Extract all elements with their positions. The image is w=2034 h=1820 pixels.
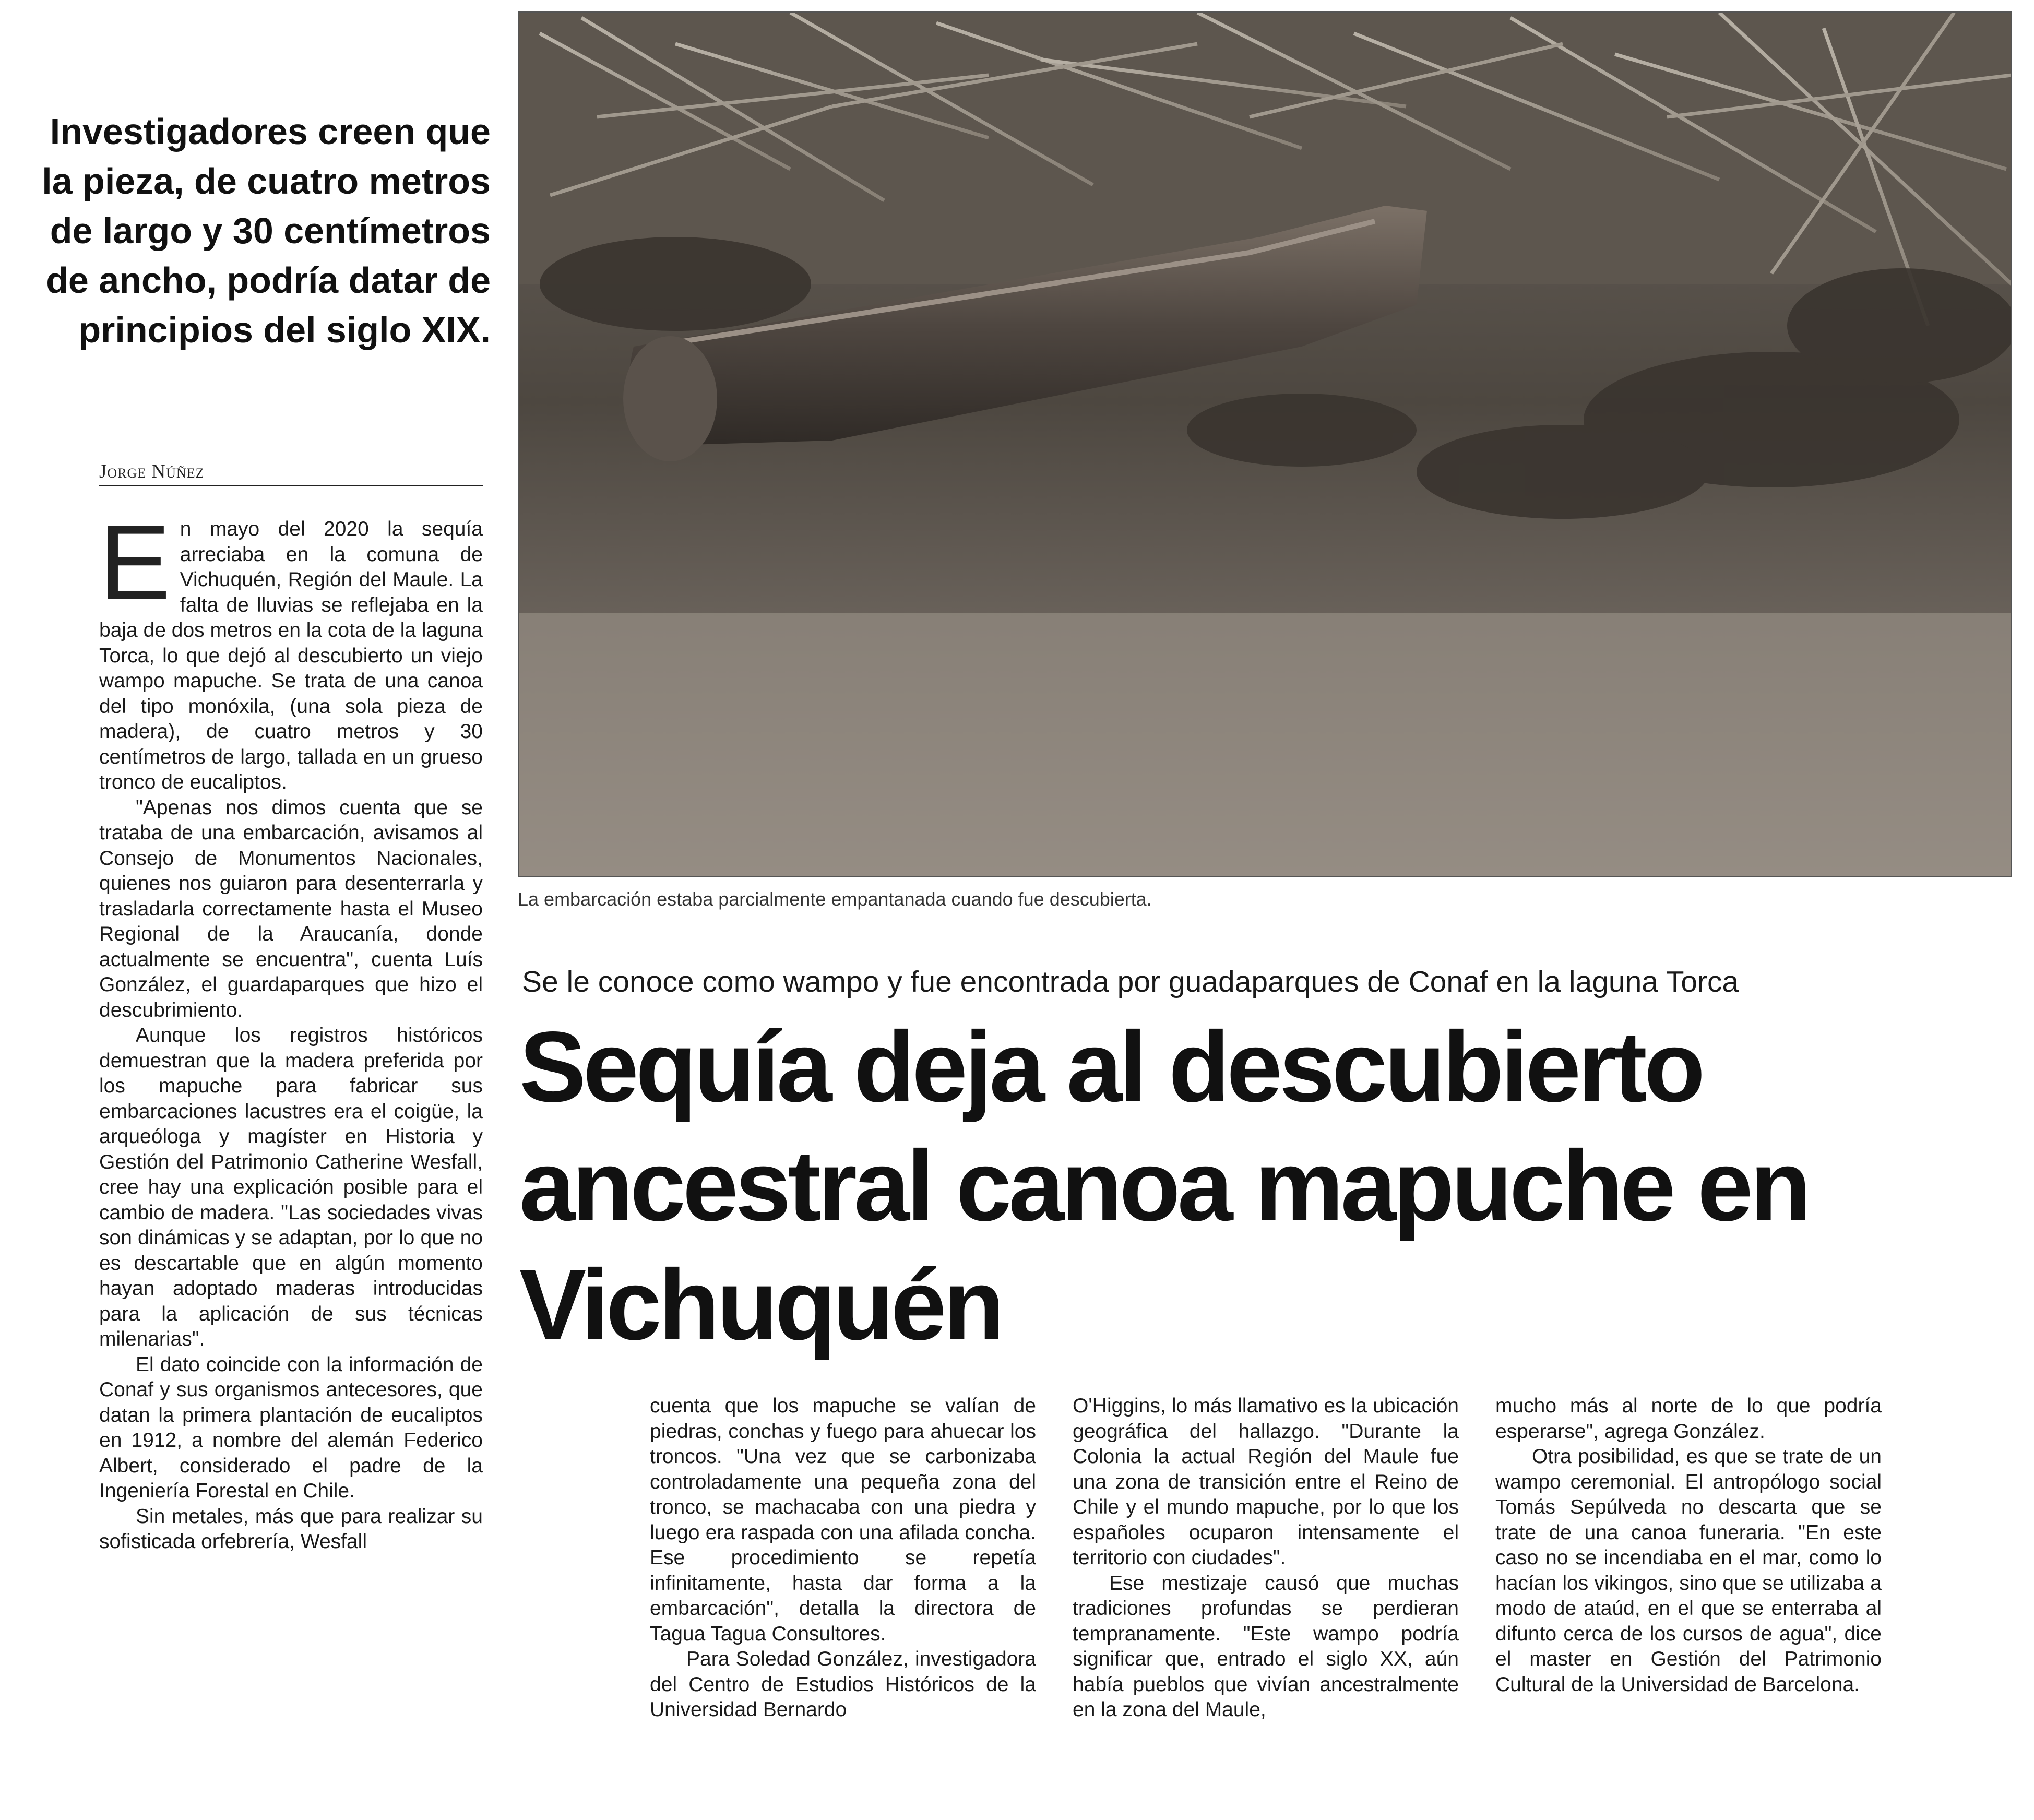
article-column-2 xyxy=(650,1394,1036,1723)
paragraph: Aunque los registros históricos demuestran que la madera preferida por los mapuche para fabricar sus embarcaciones lacustres era el coigüe, la arqueóloga y magíster en Historia y Gestión del Patrimonio Catherine Wesfall, cree hay una explicación posible para el cambio de madera. "Las sociedades vivas son dinámicas y se adaptan, por lo que no es descartable que en algún momento hayan adoptado maderas introducidas para la aplicación de sus técnicas milenarias". xyxy=(99,1024,483,1350)
byline: Jorge Núñez xyxy=(99,460,483,486)
kicker: Se le conoce como wampo y fue encontrada por guadaparques de Conaf en la laguna Torca xyxy=(522,965,1739,998)
article-column-4 xyxy=(1495,1394,1882,1697)
paragraph: Ese mestizaje causó que muchas tradiciones profundas se perdieran tempranamente. "Este wampo podría significar que, entrado el siglo XX, aún había pueblos que vivían ancestralmente en la zona del Maule, xyxy=(1073,1572,1459,1721)
drop-cap: E xyxy=(99,503,171,622)
paragraph: cuenta que los mapuche se valían de piedras, conchas y fuego para ahuecar los troncos. "Una vez que se carbonizaba controladamente una pequeña zona del tronco, se machacaba con una piedra y luego era raspada con una afilada concha. Ese procedimiento se repetía infinitamente, hasta dar forma a la embarcación", detalla la directora de Tagua Tagua Consultores. xyxy=(650,1395,1036,1645)
paragraph: Para Soledad González, investigadora del Centro de Estudios Históricos de la Universidad Bernardo xyxy=(650,1648,1036,1721)
paragraph: O'Higgins, lo más llamativo es la ubicación geográfica del hallazgo. "Durante la Colonia la actual Región del Maule fue una zona de transición entre el Reino de Chile y el mundo mapuche, por lo que los españoles ocuparon intensamente el territorio con ciudades". xyxy=(1073,1395,1459,1569)
article-column-3 xyxy=(1073,1394,1459,1723)
paragraph: n mayo del 2020 la sequía arreciaba en la comuna de Vichuquén, Región del Maule. La falta de lluvias se reflejaba en la baja de dos metros en la cota de la laguna Torca, lo que dejó al descubierto un viejo wampo mapuche. Se trata de una canoa del tipo monóxila, (una sola pieza de madera), de cuatro metros y 30 centímetros de largo, tallada en un grueso tronco de eucaliptos. xyxy=(99,518,483,793)
deck-subheading: Investigadores creen que la pieza, de cuatro metros de largo y 30 centímetros de ancho, podría datar de principios del siglo XIX. xyxy=(42,111,491,350)
paragraph: "Apenas nos dimos cuenta que se trataba de una embarcación, avisamos al Consejo de Monumentos Nacionales, quienes nos guiaron para desenterrarla y trasladarla correctamente hasta el Museo Regional de la Araucanía, donde actualmente se encuentra", cuenta Luís González, el guardaparques que hizo el descubrimiento. xyxy=(99,796,483,1021)
paragraph: El dato coincide con la información de Conaf y sus organismos antecesores, que datan la primera plantación de eucaliptos en 1912, a nombre del alemán Federico Albert, considerado el padre de la Ingeniería Forestal en Chile. xyxy=(99,1353,483,1502)
canoe-photo xyxy=(518,11,2012,877)
headline: Sequía deja al descubierto ancestral canoa mapuche en Vichuquén xyxy=(519,1010,1809,1361)
article-column-1 xyxy=(99,503,483,1555)
paragraph: Otra posibilidad, es que se trate de un wampo ceremonial. El antropólogo social Tomás Sepúlveda no descarta que se trate de una canoa funeraria. "En este caso no se incendiaba en el mar, como lo hacían los vikingos, sino que se utilizaba a modo de ataúd, en el que se enterraba al difunto cerca de los cursos de agua", dice el master en Gestión del Patrimonio Cultural de la Universidad de Barcelona. xyxy=(1495,1445,1882,1696)
paragraph: Sin metales, más que para realizar su sofisticada orfebrería, Wesfall xyxy=(99,1505,483,1553)
paragraph: mucho más al norte de lo que podría esperarse", agrega González. xyxy=(1495,1395,1882,1443)
canoe-in-mud-image xyxy=(519,13,2012,877)
photo-caption: La embarcación estaba parcialmente empantanada cuando fue descubierta. xyxy=(518,888,1152,910)
